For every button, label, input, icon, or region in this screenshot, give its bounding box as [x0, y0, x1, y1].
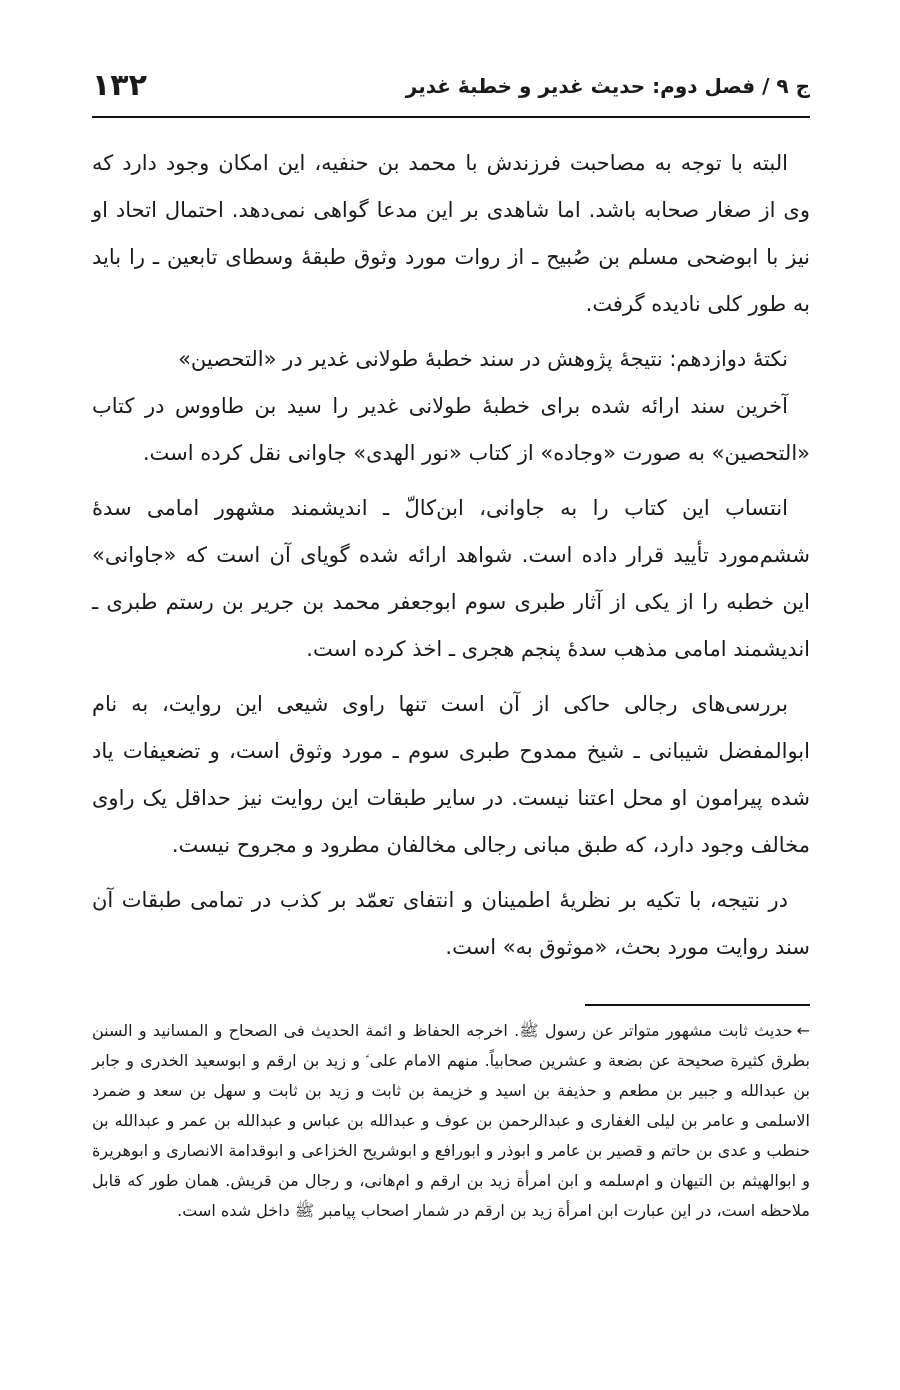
paragraph-1: البته با توجه به مصاحبت فرزندش با محمد بن حنفیه، این امکان وجود دارد که وی از صغار صحابه باشد. اما شاهدی بر این مدعا گواهی نمی‌دهد. احتمال اتحاد او نیز با ابوضحی مسلم بن صُبیح ـ از روات مورد وثوق طبقۀ وسطای تابعین ـ را باید به طور کلی نادیده گرفت.: [92, 151, 810, 316]
main-text: [92, 140, 810, 971]
header-divider: [92, 116, 810, 118]
page-header: [92, 68, 810, 112]
footnote-divider: [585, 1004, 810, 1006]
footnote: [92, 1016, 810, 1226]
paragraph-3: انتساب این کتاب را به جاوانی، ابن‌کالّ ـ اندیشمند مشهور امامی سدۀ ششم‌مورد تأیید قرار داده است. شواهد ارائه شده گویای آن است که «جاوانی» این خطبه را از یکی از آثار طبری سوم ابوجعفر محمد بن جریر بن رستم طبری ـ اندیشمند امامی مذهب سدۀ پنجم هجری ـ اخذ کرده است.: [92, 496, 810, 661]
continuation-arrow-icon: ←: [796, 1021, 810, 1040]
paragraph-4: بررسی‌های رجالی حاکی از آن است تنها راوی شیعی این روایت، به نام ابوالمفضل شیبانی ـ شیخ ممدوح طبری سوم ـ مورد وثوق است، و تضعیفات یاد شده پیرامون او محل اعتنا نیست. در سایر طبقات این روایت نیز حداقل یک راوی مخالف وجود دارد، که طبق مبانی رجالی مخالفان مطرود و مجروح نیست.: [92, 692, 810, 857]
page-number: ۱۳۲: [92, 68, 147, 103]
running-title: ج ۹ / فصل دوم: حدیث غدیر و خطبۀ غدیر: [405, 74, 810, 98]
footnote-text: حدیث ثابت مشهور متواتر عن رسول ﷺ. اخرجه الحفاظ و ائمة الحدیث فی الصحاح و المسانید و السنن بطرق کثیرة صحیحة عن بضعة و عشرین صحابیاً. منهم الامام علی ؑ و زید بن ارقم و ابوسعید الخدری و جابر بن عبدالله و جبیر بن مطعم و حذیفة بن اسید و خزیمة بن ثابت و زید بن ثابت و سهل بن سعد و ضمرد الاسلمی و عامر بن لیلی الغفاری و عبدالرحمن بن عوف و عبدالله بن عباس و عبدالله بن عمر و عبدالله بن حنطب و عدی بن حاتم و قصیر بن عامر و ابوذر و ابورافع و ابوشریح الخزاعی و ابوقدامة الانصاری و ابوهریرة و ابوالهیثم بن التیهان و ام‌سلمه و ابن امرأة زید بن ارقم و ام‌هانی، و رجال من قریش. همان طور که قابل ملاحظه است، در این عبارت ابن امرأة زید بن ارقم در شمار اصحاب پیامبر ﷺ داخل شده است.: [92, 1021, 810, 1220]
paragraph-5: در نتیجه، با تکیه بر نظریۀ اطمینان و انتفای تعمّد بر کذب در تمامی طبقات آن سند روایت مورد بحث، «موثوق به» است.: [92, 888, 810, 959]
section-heading: نکتۀ دوازدهم: نتیجۀ پژوهش در سند خطبۀ طولانی غدیر در «التحصین»: [178, 347, 788, 371]
paragraph-2: آخرین سند ارائه شده برای خطبۀ طولانی غدیر را سید بن طاووس در کتاب «التحصین» به صورت «وجاده» از کتاب «نور الهدی» جاوانی نقل کرده است.: [92, 394, 810, 465]
